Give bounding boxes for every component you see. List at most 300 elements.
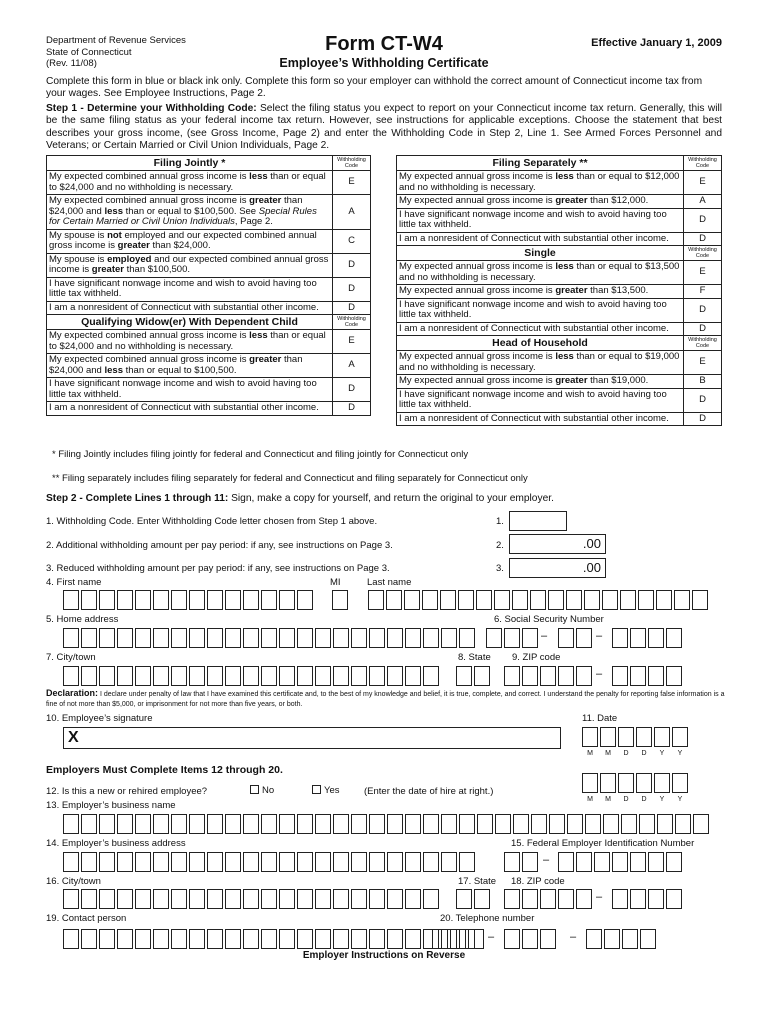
char-box[interactable] [297,929,313,949]
char-box[interactable] [622,929,638,949]
char-box[interactable] [369,814,385,834]
filing-row[interactable] [397,322,722,336]
section-header [397,156,722,171]
char-box[interactable] [81,666,97,686]
char-box[interactable] [297,590,313,610]
char-box[interactable] [522,628,538,648]
char-box[interactable] [405,852,421,872]
business-name-input[interactable] [63,814,711,834]
char-box[interactable] [666,852,682,872]
char-box[interactable] [477,814,493,834]
char-box[interactable] [618,727,634,747]
char-box[interactable] [99,628,115,648]
fein-part1-input[interactable] [504,852,540,872]
filing-row[interactable] [397,388,722,412]
char-box[interactable] [387,666,403,686]
char-box[interactable] [504,852,520,872]
char-box[interactable] [540,889,556,909]
char-box[interactable] [153,814,169,834]
last-name-input[interactable] [368,590,710,610]
char-box[interactable] [153,889,169,909]
char-box[interactable] [405,628,421,648]
filing-row[interactable] [47,195,371,230]
char-box[interactable] [558,889,574,909]
char-box[interactable] [404,590,420,610]
char-box[interactable] [171,628,187,648]
char-box[interactable] [333,929,349,949]
additional-withholding-input[interactable] [509,534,606,554]
char-box[interactable] [153,628,169,648]
withholding-code-input[interactable] [509,511,567,531]
char-box[interactable] [171,814,187,834]
char-box[interactable] [558,852,574,872]
char-box[interactable] [474,889,490,909]
char-box[interactable] [63,666,79,686]
char-box[interactable] [117,590,133,610]
char-box[interactable] [576,628,592,648]
char-box[interactable] [153,666,169,686]
char-box[interactable] [584,590,600,610]
phone-line-input[interactable] [586,929,658,949]
filing-row[interactable] [397,285,722,299]
char-box[interactable] [531,814,547,834]
char-box[interactable] [450,929,466,949]
business-city-input[interactable] [63,889,441,909]
hire-date-input[interactable] [582,773,690,793]
char-box[interactable] [423,814,439,834]
char-box[interactable] [456,666,472,686]
char-box[interactable] [297,628,313,648]
filing-row[interactable] [397,298,722,322]
char-box[interactable] [630,889,646,909]
char-box[interactable] [171,590,187,610]
char-box[interactable] [612,889,628,909]
char-box[interactable] [99,590,115,610]
char-box[interactable] [351,666,367,686]
char-box[interactable] [422,590,438,610]
char-box[interactable] [600,727,616,747]
char-box[interactable] [225,929,241,949]
filing-row[interactable] [47,330,371,354]
char-box[interactable] [81,628,97,648]
char-box[interactable] [630,666,646,686]
char-box[interactable] [630,852,646,872]
char-box[interactable] [279,628,295,648]
char-box[interactable] [297,852,313,872]
char-box[interactable] [315,929,331,949]
char-box[interactable] [207,929,223,949]
char-box[interactable] [620,590,636,610]
char-box[interactable] [368,590,384,610]
char-box[interactable] [243,929,259,949]
char-box[interactable] [405,889,421,909]
char-box[interactable] [117,666,133,686]
char-box[interactable] [369,852,385,872]
char-box[interactable] [81,929,97,949]
char-box[interactable] [171,929,187,949]
char-box[interactable] [594,852,610,872]
char-box[interactable] [567,814,583,834]
char-box[interactable] [63,628,79,648]
new-employee-yes[interactable] [312,785,340,796]
char-box[interactable] [693,814,709,834]
filing-statement: I am a nonresident of Connecticut with substantial other income. [397,232,684,246]
char-box[interactable] [600,773,616,793]
business-state-input[interactable] [456,889,492,909]
filing-row[interactable] [47,378,371,402]
char-box[interactable] [332,590,348,610]
char-box[interactable] [441,852,457,872]
char-box[interactable] [81,814,97,834]
char-box[interactable] [315,628,331,648]
withholding-code-header: Withholding Code [684,246,722,261]
char-box[interactable] [207,889,223,909]
char-box[interactable] [656,590,672,610]
char-box[interactable] [585,814,601,834]
char-box[interactable] [369,628,385,648]
char-box[interactable] [512,590,528,610]
char-box[interactable] [207,628,223,648]
char-box[interactable] [99,666,115,686]
char-box[interactable] [189,814,205,834]
char-box[interactable] [81,590,97,610]
char-box[interactable] [279,852,295,872]
char-box[interactable] [207,590,223,610]
char-box[interactable] [558,628,574,648]
char-box[interactable] [279,666,295,686]
char-box[interactable] [135,814,151,834]
char-box[interactable] [639,814,655,834]
char-box[interactable] [540,666,556,686]
reduced-withholding-input[interactable] [509,558,606,578]
char-box[interactable] [117,814,133,834]
filing-row[interactable] [397,261,722,285]
char-box[interactable] [207,666,223,686]
char-box[interactable] [468,929,484,949]
char-box[interactable] [117,852,133,872]
filing-row[interactable] [47,277,371,301]
char-box[interactable] [459,814,475,834]
char-box[interactable] [135,852,151,872]
char-box[interactable] [576,852,592,872]
char-box[interactable] [261,814,277,834]
char-box[interactable] [63,814,79,834]
char-box[interactable] [386,590,402,610]
char-box[interactable] [618,773,634,793]
char-box[interactable] [225,852,241,872]
char-box[interactable] [225,889,241,909]
employee-date-input[interactable] [582,727,690,747]
char-box[interactable] [657,814,673,834]
char-box[interactable] [63,889,79,909]
char-box[interactable] [540,929,556,949]
char-box[interactable] [117,929,133,949]
char-box[interactable] [189,852,205,872]
char-box[interactable] [261,889,277,909]
char-box[interactable] [225,814,241,834]
char-box[interactable] [692,590,708,610]
filing-row[interactable] [47,171,371,195]
ssn-part2-input[interactable] [558,628,594,648]
phone-area-input[interactable] [432,929,486,949]
char-box[interactable] [441,628,457,648]
char-box[interactable] [582,727,598,747]
char-box[interactable] [486,628,502,648]
char-box[interactable] [225,628,241,648]
yes-checkbox[interactable] [312,785,321,794]
char-box[interactable] [315,889,331,909]
char-box[interactable] [504,666,520,686]
char-box[interactable] [243,889,259,909]
char-box[interactable] [81,889,97,909]
char-box[interactable] [654,727,670,747]
char-box[interactable] [225,590,241,610]
state-input[interactable] [456,666,492,686]
char-box[interactable] [351,929,367,949]
char-box[interactable] [117,628,133,648]
char-box[interactable] [576,889,592,909]
char-box[interactable] [423,889,439,909]
char-box[interactable] [261,628,277,648]
city-input[interactable] [63,666,441,686]
char-box[interactable] [63,852,79,872]
char-box[interactable] [333,852,349,872]
char-box[interactable] [549,814,565,834]
char-box[interactable] [315,814,331,834]
signature-input[interactable] [63,727,561,749]
char-box[interactable] [666,889,682,909]
char-box[interactable] [640,929,656,949]
char-box[interactable] [243,852,259,872]
char-box[interactable] [675,814,691,834]
char-box[interactable] [153,852,169,872]
char-box[interactable] [99,852,115,872]
char-box[interactable] [315,666,331,686]
char-box[interactable] [612,628,628,648]
char-box[interactable] [459,852,475,872]
char-box[interactable] [566,590,582,610]
zip-input[interactable] [504,666,594,686]
char-box[interactable] [586,929,602,949]
char-box[interactable] [189,590,205,610]
home-address-input[interactable] [63,628,477,648]
filing-row[interactable] [397,232,722,246]
char-box[interactable] [423,666,439,686]
no-checkbox[interactable] [250,785,259,794]
char-box[interactable] [351,852,367,872]
char-box[interactable] [648,852,664,872]
char-box[interactable] [333,814,349,834]
char-box[interactable] [513,814,529,834]
char-box[interactable] [135,929,151,949]
char-box[interactable] [243,590,259,610]
char-box[interactable] [405,814,421,834]
char-box[interactable] [243,628,259,648]
char-box[interactable] [369,666,385,686]
filing-row[interactable] [47,402,371,416]
char-box[interactable] [351,889,367,909]
business-address-input[interactable] [63,852,477,872]
filing-row[interactable] [397,171,722,195]
char-box[interactable] [387,852,403,872]
char-box[interactable] [243,814,259,834]
char-box[interactable] [207,852,223,872]
char-box[interactable] [666,628,682,648]
char-box[interactable] [243,666,259,686]
char-box[interactable] [63,590,79,610]
char-box[interactable] [630,628,646,648]
char-box[interactable] [135,628,151,648]
char-box[interactable] [458,590,474,610]
char-box[interactable] [636,727,652,747]
char-box[interactable] [369,889,385,909]
char-box[interactable] [522,889,538,909]
char-box[interactable] [504,889,520,909]
char-box[interactable] [672,773,688,793]
char-box[interactable] [612,666,628,686]
char-box[interactable] [279,889,295,909]
char-box[interactable] [117,889,133,909]
char-box[interactable] [171,852,187,872]
char-box[interactable] [432,929,448,949]
char-box[interactable] [530,590,546,610]
char-box[interactable] [387,628,403,648]
middle-initial-input[interactable] [332,590,350,610]
char-box[interactable] [297,889,313,909]
char-box[interactable] [522,666,538,686]
char-box[interactable] [636,773,652,793]
char-box[interactable] [582,773,598,793]
char-box[interactable] [153,929,169,949]
char-box[interactable] [387,889,403,909]
char-box[interactable] [189,666,205,686]
char-box[interactable] [674,590,690,610]
char-box[interactable] [423,852,439,872]
char-box[interactable] [189,929,205,949]
char-box[interactable] [495,814,511,834]
char-box[interactable] [548,590,564,610]
char-box[interactable] [261,852,277,872]
char-box[interactable] [333,889,349,909]
char-box[interactable] [666,666,682,686]
char-box[interactable] [189,889,205,909]
char-box[interactable] [648,889,664,909]
ssn-part1-input[interactable] [486,628,540,648]
filing-row[interactable] [47,253,371,277]
filing-row[interactable] [47,301,371,315]
char-box[interactable] [387,929,403,949]
char-box[interactable] [576,666,592,686]
filing-row[interactable] [47,229,371,253]
char-box[interactable] [405,929,421,949]
char-box[interactable] [504,628,520,648]
char-box[interactable] [135,590,151,610]
char-box[interactable] [476,590,492,610]
char-box[interactable] [494,590,510,610]
char-box[interactable] [612,852,628,872]
new-employee-no[interactable] [250,785,274,796]
char-box[interactable] [504,929,520,949]
char-box[interactable] [279,929,295,949]
char-box[interactable] [522,852,538,872]
char-box[interactable] [423,628,439,648]
char-box[interactable] [279,814,295,834]
char-box[interactable] [261,590,277,610]
char-box[interactable] [654,773,670,793]
char-box[interactable] [189,628,205,648]
char-box[interactable] [522,929,538,949]
char-box[interactable] [648,628,664,648]
char-box[interactable] [99,929,115,949]
filing-row[interactable] [397,195,722,209]
char-box[interactable] [333,628,349,648]
zip-plus4-input[interactable] [612,666,684,686]
char-box[interactable] [333,666,349,686]
char-box[interactable] [604,929,620,949]
char-box[interactable] [261,929,277,949]
char-box[interactable] [603,814,619,834]
fein-part2-input[interactable] [558,852,684,872]
first-name-input[interactable] [63,590,315,610]
filing-row[interactable] [397,208,722,232]
char-box[interactable] [135,889,151,909]
filing-row[interactable] [397,351,722,375]
ssn-part3-input[interactable] [612,628,684,648]
filing-row[interactable] [47,354,371,378]
char-box[interactable] [99,889,115,909]
char-box[interactable] [351,628,367,648]
char-box[interactable] [456,889,472,909]
char-box[interactable] [297,666,313,686]
char-box[interactable] [558,666,574,686]
char-box[interactable] [99,814,115,834]
char-box[interactable] [369,929,385,949]
filing-row[interactable] [397,412,722,426]
phone-prefix-input[interactable] [504,929,558,949]
business-zip-plus4-input[interactable] [612,889,684,909]
char-box[interactable] [351,814,367,834]
business-zip-input[interactable] [504,889,594,909]
char-box[interactable] [621,814,637,834]
char-box[interactable] [441,814,457,834]
char-box[interactable] [474,666,490,686]
char-box[interactable] [638,590,654,610]
char-box[interactable] [171,889,187,909]
contact-person-input[interactable] [63,929,477,949]
char-box[interactable] [648,666,664,686]
line16-label: 16. City/town [46,876,101,887]
char-box[interactable] [602,590,618,610]
filing-row[interactable] [397,375,722,389]
char-box[interactable] [672,727,688,747]
char-box[interactable] [440,590,456,610]
char-box[interactable] [81,852,97,872]
char-box[interactable] [261,666,277,686]
char-box[interactable] [459,628,475,648]
char-box[interactable] [63,929,79,949]
char-box[interactable] [405,666,421,686]
char-box[interactable] [207,814,223,834]
date-format-letter: Y [659,750,665,757]
char-box[interactable] [171,666,187,686]
char-box[interactable] [387,814,403,834]
char-box[interactable] [135,666,151,686]
char-box[interactable] [297,814,313,834]
char-box[interactable] [153,590,169,610]
char-box[interactable] [225,666,241,686]
char-box[interactable] [315,852,331,872]
char-box[interactable] [279,590,295,610]
